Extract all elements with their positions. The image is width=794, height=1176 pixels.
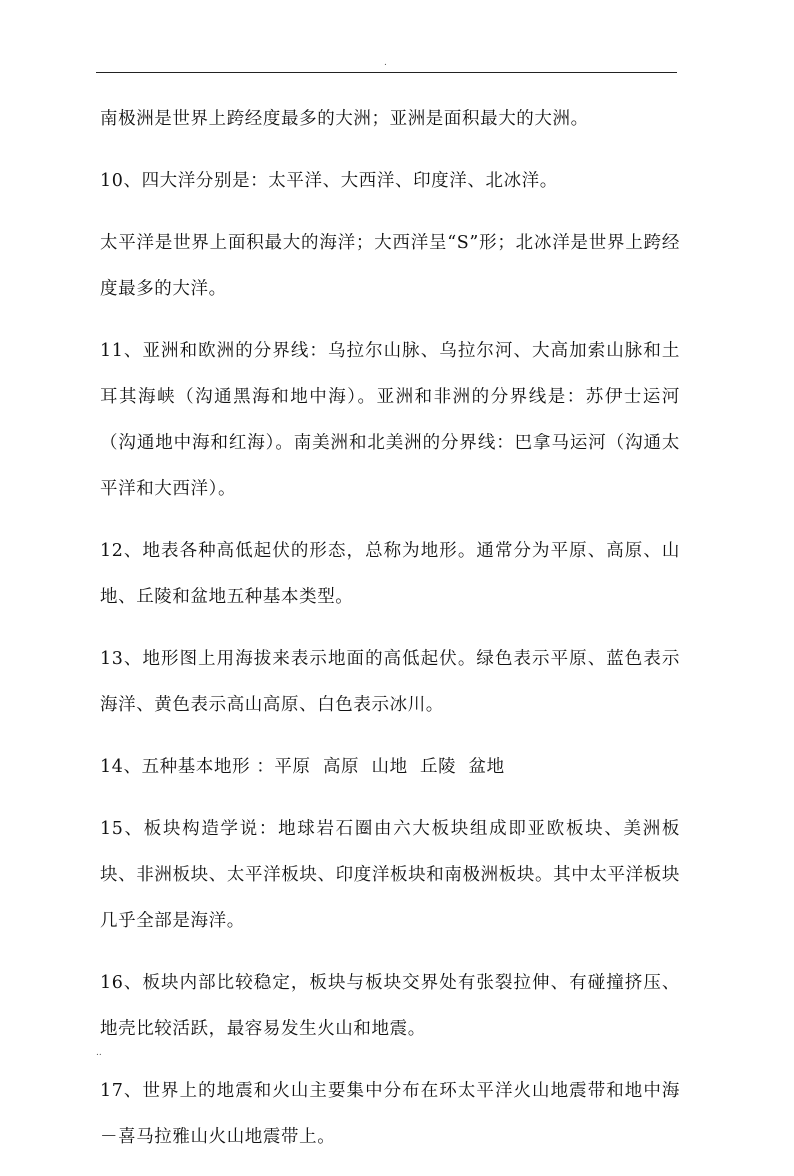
header-mark: . [384, 58, 387, 68]
paragraph-12-landforms: 12、地表各种高低起伏的形态，总称为地形。通常分为平原、高原、山地、丘陵和盆地五种基本类型。 [100, 541, 680, 607]
paragraph-13-topographic-map: 13、地形图上用海拔来表示地面的高低起伏。绿色表示平原、蓝色表示海洋、黄色表示高山高原、白色表示冰川。 [100, 649, 680, 715]
paragraph-antarctica-asia: 南极洲是世界上跨经度最多的大洲；亚洲是面积最大的大洲。 [100, 109, 589, 129]
paragraph-15-plate-tectonics: 15、板块构造学说：地球岩石圈由六大板块组成即亚欧板块、美洲板块、非洲板块、太平洋板块、印度洋板块和南极洲板块。其中太平洋板块几乎全部是海洋。 [100, 819, 680, 931]
document-body [100, 96, 680, 1176]
paragraph-17-seismic-belts: 17、世界上的地震和火山主要集中分布在环太平洋火山地震带和地中海－喜马拉雅山火山地震带上。 [100, 1081, 680, 1147]
paragraph-ocean-facts: 太平洋是世界上面积最大的海洋；大西洋呈“S”形；北冰洋是世界上跨经度最多的大洋。 [100, 233, 680, 299]
footer-mark: .. [96, 1048, 102, 1058]
paragraph-11-boundaries: 11、亚洲和欧洲的分界线：乌拉尔山脉、乌拉尔河、大高加索山脉和土耳其海峡（沟通黑海和地中海）。亚洲和非洲的分界线是：苏伊士运河（沟通地中海和红海）。南美洲和北美洲的分界线：巴拿马运河（沟通太平洋和大西洋）。 [100, 341, 680, 499]
paragraph-14-five-landforms: 14、五种基本地形 ：平原 高原 山地 丘陵 盆地 [100, 757, 505, 777]
paragraph-10-four-oceans: 10、四大洋分别是：太平洋、大西洋、印度洋、北冰洋。 [100, 171, 558, 191]
paragraph-16-plate-boundaries: 16、板块内部比较稳定，板块与板块交界处有张裂拉伸、有碰撞挤压、地壳比较活跃，最容易发生火山和地震。 [100, 973, 680, 1039]
header-rule [96, 72, 677, 73]
